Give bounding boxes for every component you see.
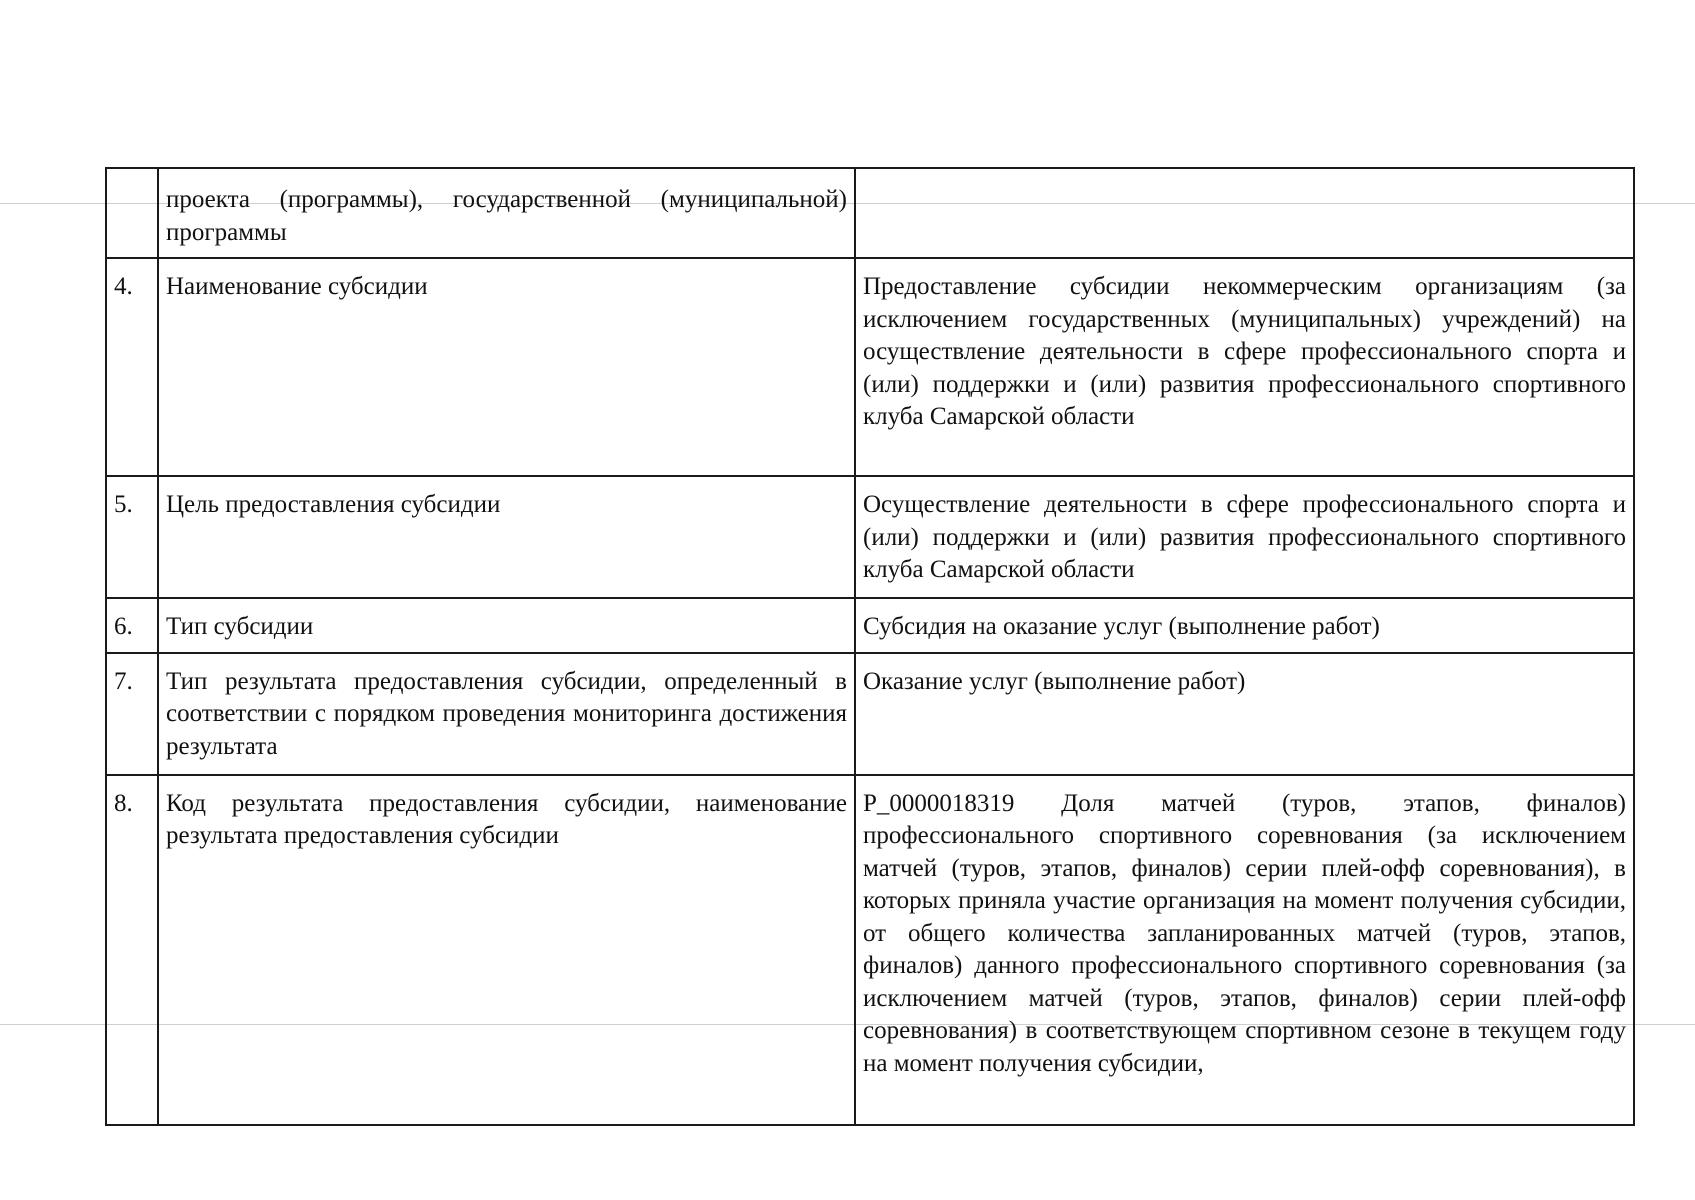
row-value: Предоставление субсидии некоммерческим организациям (за исключением государственных (муниципальных) учреждений) на осуществление деятельности в сфере профессионального спорта и (или) поддержки и (или) развития профессионального спортивного клуба Самарской области xyxy=(855,258,1634,476)
row-label: Тип субсидии xyxy=(158,598,855,653)
table-row-continuation xyxy=(106,168,1634,258)
row-label: Тип результата предоставления субсидии, определенный в соответствии с порядком проведения мониторинга достижения результата xyxy=(158,653,855,775)
row-number: 5. xyxy=(106,476,158,598)
table-row-subsidy-type xyxy=(106,598,1634,653)
row-number: 4. xyxy=(106,258,158,476)
table-row-subsidy-name xyxy=(106,258,1634,476)
table-row-result-type xyxy=(106,653,1634,775)
row-number: 6. xyxy=(106,598,158,653)
table-row-subsidy-purpose xyxy=(106,476,1634,598)
row-value: Субсидия на оказание услуг (выполнение работ) xyxy=(855,598,1634,653)
subsidy-info-table xyxy=(105,167,1635,1126)
table-row-result-code xyxy=(106,775,1634,1125)
row-value: P_0000018319 Доля матчей (туров, этапов, финалов) профессионального спортивного соревнования (за исключением матчей (туров, этапов, финалов) серии плей-офф соревнования), в которых приняла участие организация на момент получения субсидии, от общего количества запланированных матчей (туров, этапов, финалов) данного профессионального спортивного соревнования (за исключением матчей (туров, этапов, финалов) серии плей-офф соревнования) в соответствующем спортивном сезоне в текущем году на момент получения субсидии, xyxy=(855,775,1634,1125)
row-value xyxy=(855,168,1634,258)
row-number: 7. xyxy=(106,653,158,775)
row-number: 8. xyxy=(106,775,158,1125)
row-label: проекта (программы), государственной (муниципальной) программы xyxy=(158,168,855,258)
row-label: Наименование субсидии xyxy=(158,258,855,476)
row-value: Осуществление деятельности в сфере профессионального спорта и (или) поддержки и (или) развития профессионального спортивного клуба Самарской области xyxy=(855,476,1634,598)
row-label: Цель предоставления субсидии xyxy=(158,476,855,598)
row-value: Оказание услуг (выполнение работ) xyxy=(855,653,1634,775)
row-number xyxy=(106,168,158,258)
row-label: Код результата предоставления субсидии, наименование результата предоставления субсидии xyxy=(158,775,855,1125)
